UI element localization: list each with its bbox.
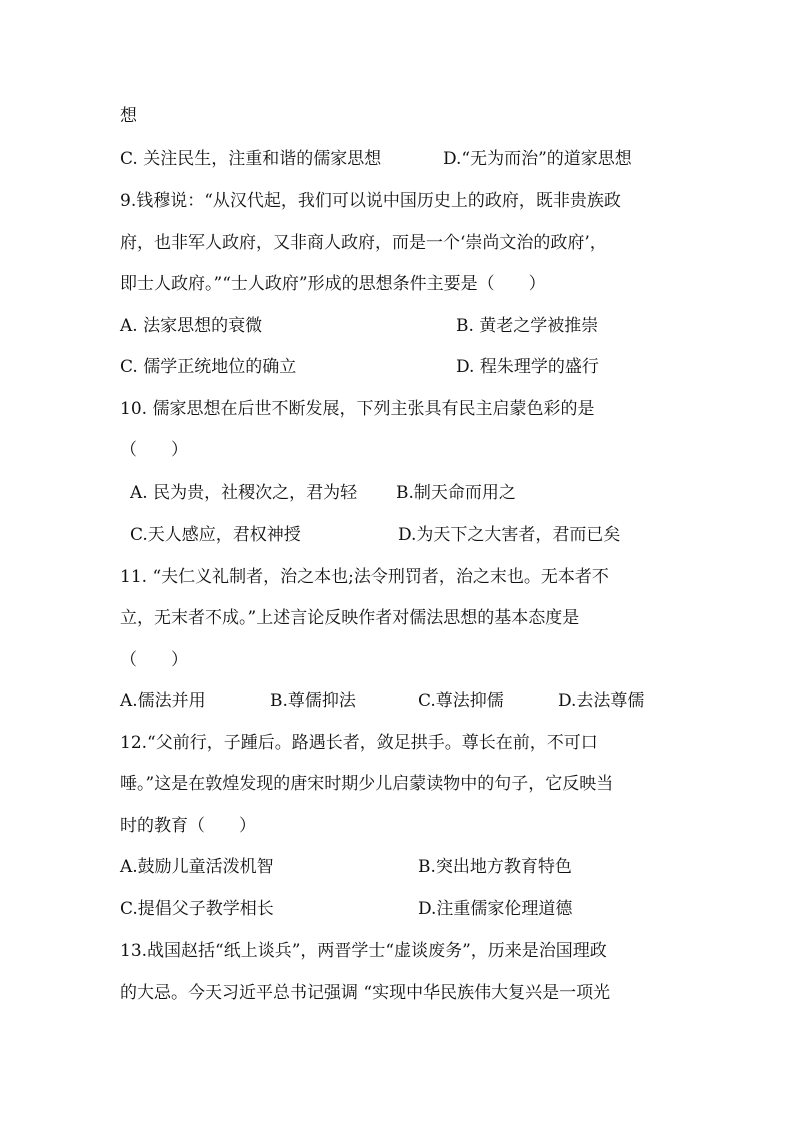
option-c: C.提倡父子教学相长 <box>120 899 274 919</box>
option-a: A.儒法并用 <box>120 691 206 711</box>
option-d: D. 程朱理学的盛行 <box>456 357 599 377</box>
option-d: D.“无为而治”的道家思想 <box>443 149 632 169</box>
question-10-line: 10. 儒家思想在后世不断发展，下列主张具有民主启蒙色彩的是 <box>120 399 595 419</box>
answer-bracket: （ ） <box>120 650 188 670</box>
question-13-line: 13.战国赵括“纸上谈兵”，两晋学士“虚谈废务”，历来是治国理政 <box>120 941 607 961</box>
text-line: 想 <box>120 106 137 126</box>
option-c: C. 关注民生，注重和谐的儒家思想 <box>120 149 382 169</box>
option-c: C. 儒学正统地位的确立 <box>120 357 297 377</box>
answer-bracket: （ ） <box>120 440 188 460</box>
question-9-line: 即士人政府。”“士人政府”形成的思想条件主要是（ ） <box>120 274 546 294</box>
question-9-line: 9.钱穆说：“从汉代起，我们可以说中国历史上的政府，既非贵族政 <box>120 191 621 211</box>
option-a: A.鼓励儿童活泼机智 <box>120 857 274 877</box>
question-9-line: 府，也非军人政府，又非商人政府，而是一个‘崇尚文治的政府’， <box>120 233 607 253</box>
option-a: A. 民为贵，社稷次之，君为轻 <box>130 483 358 503</box>
question-11-line: 11. “夫仁义礼制者，治之本也;法令刑罚者，治之末也。无本者不 <box>120 567 609 587</box>
question-12-line: 唾。”这是在敦煌发现的唐宋时期少儿启蒙读物中的句子，它反映当 <box>120 774 614 794</box>
option-d: D.为天下之大害者，君而已矣 <box>398 525 621 545</box>
option-c: C.尊法抑儒 <box>418 691 504 711</box>
question-12-line: 12.“父前行，子踵后。路遇长者，敛足拱手。尊长在前，不可口 <box>120 733 598 753</box>
question-13-line: 的大忌。今天习近平总书记强调 “实现中华民族伟大复兴是一项光 <box>120 983 611 1003</box>
question-12-line: 时的教育（ ） <box>120 816 256 836</box>
question-11-line: 立，无末者不成。”上述言论反映作者对儒法思想的基本态度是 <box>120 608 580 628</box>
option-b: B. 黄老之学被推崇 <box>456 316 599 336</box>
option-b: B.突出地方教育特色 <box>418 857 572 877</box>
option-b: B.制天命而用之 <box>396 483 516 503</box>
option-a: A. 法家思想的衰微 <box>120 316 263 336</box>
option-d: D.注重儒家伦理道德 <box>418 899 573 919</box>
option-b: B.尊儒抑法 <box>270 691 356 711</box>
option-d: D.去法尊儒 <box>558 691 645 711</box>
option-c: C.天人感应，君权神授 <box>130 525 301 545</box>
